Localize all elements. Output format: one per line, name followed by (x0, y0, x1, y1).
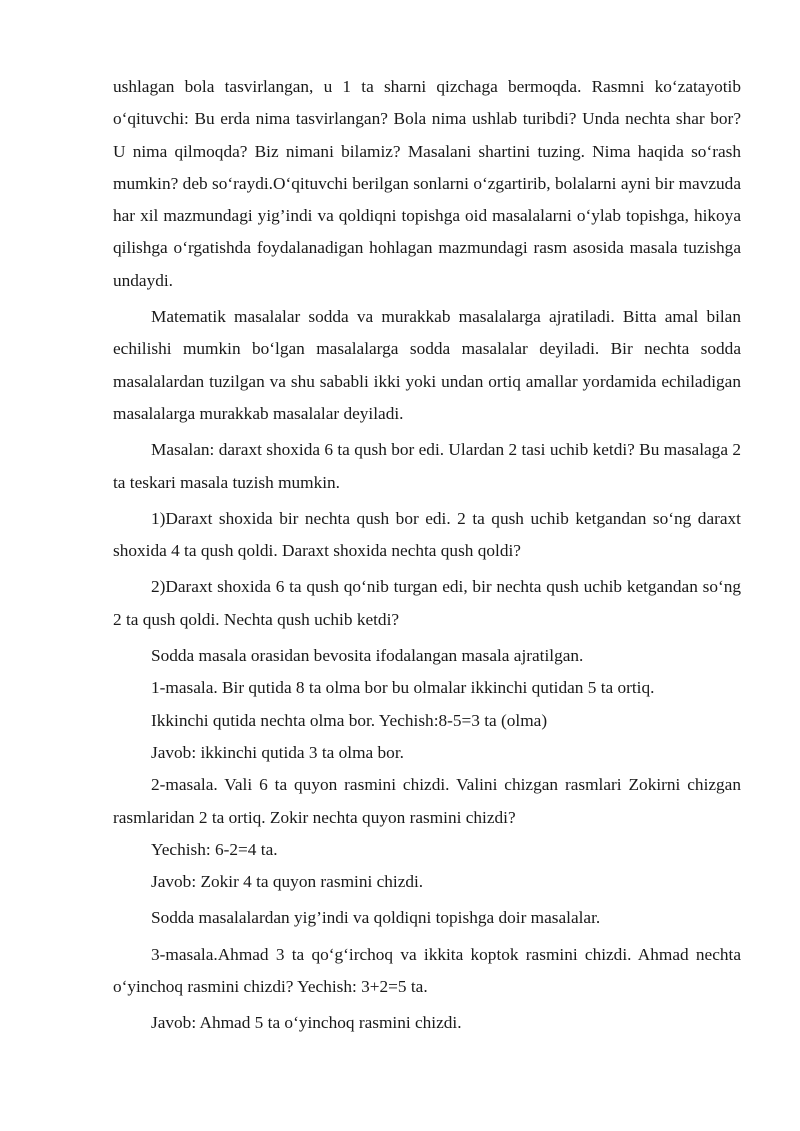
paragraph-inverse-problem-2: 2)Daraxt shoxida 6 ta qush qo‘nib turgan edi, bir nechta qush uchib ketgandan so‘ng 2 ta qush qoldi. Nechta qush uchib ketdi? (113, 577, 741, 629)
paragraph-sum-difference-heading: Sodda masalalardan yig’indi va qoldiqni topishga doir masalalar. (151, 908, 601, 928)
paragraph-problem-1-answer: Javob: ikkinchi qutida 3 ta olma bor. (151, 742, 404, 762)
paragraph-problem-1: 1-masala. Bir qutida 8 ta olma bor bu olmalar ikkinchi qutidan 5 ta ortiq. (151, 678, 655, 698)
paragraph-problem-2-answer: Javob: Zokir 4 ta quyon rasmini chizdi. (151, 872, 424, 892)
document-body (113, 71, 741, 1040)
paragraph-problem-3: 3-masala.Ahmad 3 ta qo‘g‘irchoq va ikkita koptok rasmini chizdi. Ahmad nechta o‘yinchoq rasmini chizdi? Yechish: 3+2=5 ta. (113, 944, 741, 997)
paragraph-problem-2-solution: Yechish: 6-2=4 ta. (151, 839, 278, 859)
paragraph-problem-2: 2-masala. Vali 6 ta quyon rasmini chizdi. Valini chizgan rasmlari Zokirni chizgan rasmlaridan 2 ta ortiq. Zokir nechta quyon rasmini chizdi? (113, 775, 741, 827)
paragraph-problem-types: Matematik masalalar sodda va murakkab masalalarga ajratiladi. Bitta amal bilan echilishi mumkin bo‘lgan masalalarga sodda masalalar deyiladi. Bir nechta sodda masalalardan tuzilgan va shu sababli ikki yoki undan ortiq amallar yordamida echiladigan masalalarga murakkab masalalar deyiladi. (113, 307, 741, 423)
paragraph-inverse-problem-1: 1)Daraxt shoxida bir nechta qush bor edi. 2 ta qush uchib ketgandan so‘ng daraxt shoxida 4 ta qush qoldi. Daraxt shoxida nechta qush qoldi? (113, 508, 741, 561)
paragraph-problem-1-solution: Ikkinchi qutida nechta olma bor. Yechish:8-5=3 ta (olma) (151, 710, 548, 730)
paragraph-example: Masalan: daraxt shoxida 6 ta qush bor edi. Ulardan 2 tasi uchib ketdi? Bu masalaga 2 ta teskari masala tuzish mumkin. (113, 440, 741, 492)
paragraph-problem-3-answer: Javob: Ahmad 5 ta o‘yinchoq rasmini chizdi. (151, 1013, 462, 1033)
paragraph-direct-problem-heading: Sodda masala orasidan bevosita ifodalangan masala ajratilgan. (151, 646, 584, 666)
paragraph-intro-continuation: ushlagan bola tasvirlangan, u 1 ta sharni qizchaga bermoqda. Rasmni ko‘zatayotib o‘qituvchi: Bu erda nima tasvirlangan? Bola nima ushlab turibdi? Unda nechta shar bor? U nima qilmoqda? Biz nimani bilamiz? Masalani shartini tuzing. Nima haqida so‘rash mumkin? deb so‘raydi.O‘qituvchi berilgan sonlarni o‘zgartirib, bolalarni ayni bir mavzuda har xil mazmundagi yig’indi va qoldiqni topishga oid masalalarni o‘ylab topishga, hikoya qilishga o‘rgatishda foydalanadigan hohlagan mazmundagi rasm asosida masala tuzishga undaydi. (113, 77, 741, 290)
